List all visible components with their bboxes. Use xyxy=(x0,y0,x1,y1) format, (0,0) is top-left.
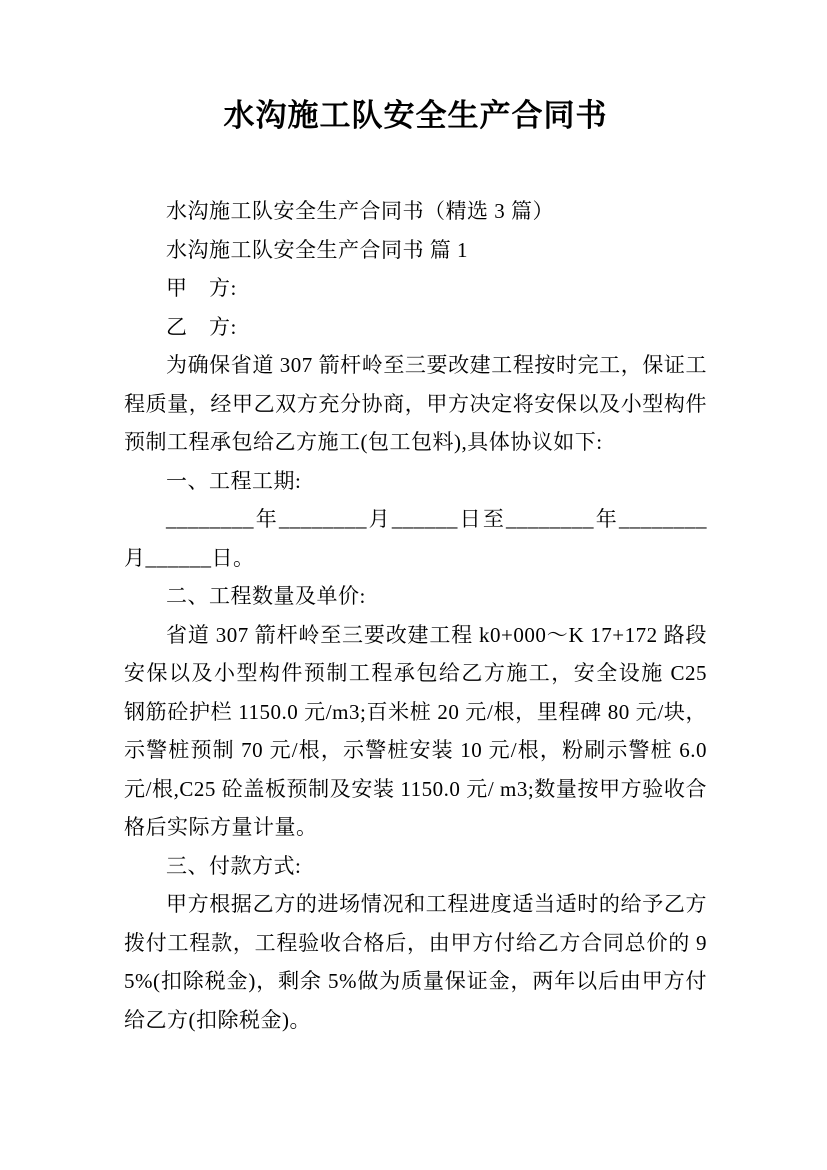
document-title: 水沟施工队安全生产合同书 xyxy=(223,98,608,133)
paragraph-subtitle: 水沟施工队安全生产合同书（精选 3 篇） xyxy=(166,199,554,224)
paragraph-clause-2-heading: 二、工程数量及单价: xyxy=(166,584,366,609)
paragraph-party-b: 乙 方: xyxy=(166,314,237,339)
paragraph-clause-1-heading: 一、工程工期: xyxy=(166,468,302,493)
paragraph-date-blanks: ________年________月______日至________年________月______日。 xyxy=(124,507,707,570)
paragraph-clause-3-body: 甲方根据乙方的进场情况和工程进度适当适时的给予乙方拨付工程款，工程验收合格后，由甲方付给乙方合同总价的 95%(扣除税金)，剩余 5%做为质量保证金，两年以后由甲方付给乙方(扣除税金)。 xyxy=(124,892,707,1032)
paragraph-clause-2-body: 省道 307 箭杆岭至三要改建工程 k0+000～K 17+172 路段安保以及小型构件预制工程承包给乙方施工，安全设施 C25 钢筋砼护栏 1150.0 元/m3;百米桩 20 元/根，里程碑 80 元/块，示警桩预制 70 元/根，示警桩安装 10 元/根，粉刷示警桩 6.0 元/根,C25 砼盖板预制及安装 1150.0 元/ m3;数量按甲方验收合格后实际方量计量。 xyxy=(124,622,707,840)
paragraph-clause-3-heading: 三、付款方式: xyxy=(166,853,302,878)
paragraph-preamble: 为确保省道 307 箭杆岭至三要改建工程按时完工，保证工程质量，经甲乙双方充分协商，甲方决定将安保以及小型构件预制工程承包给乙方施工(包工包料),具体协议如下: xyxy=(124,353,707,455)
paragraph-section-heading: 水沟施工队安全生产合同书 篇 1 xyxy=(166,237,468,262)
document-body xyxy=(124,192,707,1039)
paragraph-party-a: 甲 方: xyxy=(166,276,237,301)
